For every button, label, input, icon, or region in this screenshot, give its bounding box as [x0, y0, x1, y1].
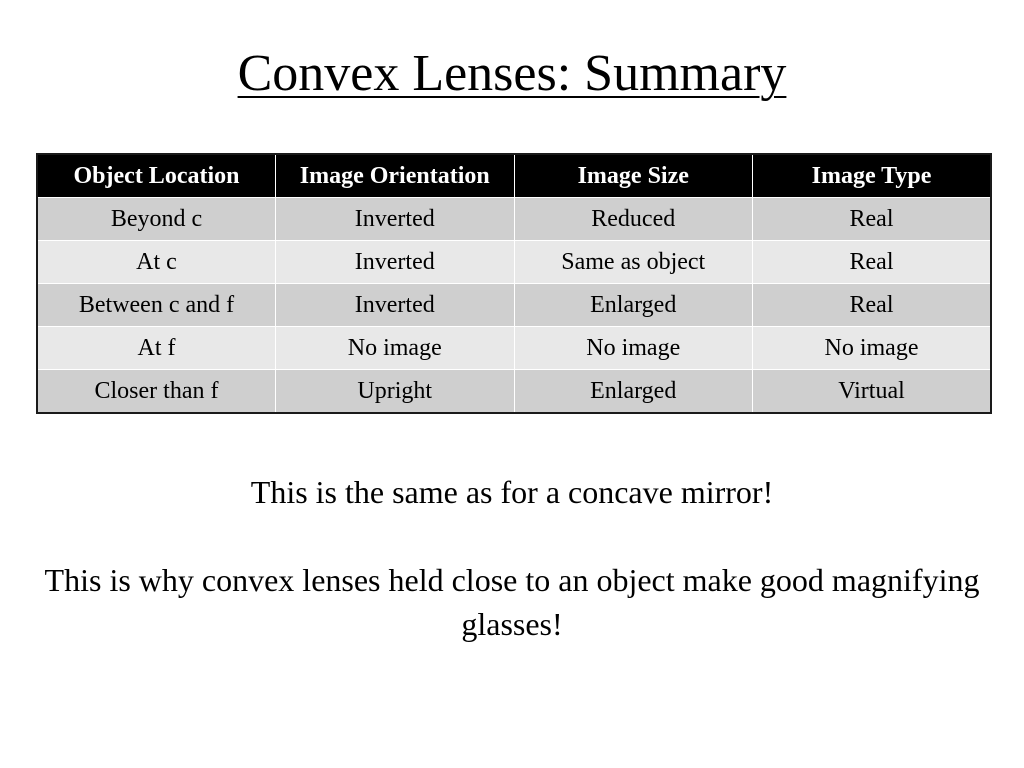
table-cell: Between c and f [37, 284, 276, 327]
table-cell: Real [753, 198, 992, 241]
table-cell: Inverted [276, 284, 515, 327]
table-cell: Inverted [276, 198, 515, 241]
table-cell: Beyond c [37, 198, 276, 241]
table-cell: Upright [276, 370, 515, 414]
header-row [37, 154, 991, 198]
table-cell: Virtual [753, 370, 992, 414]
table-cell: Reduced [514, 198, 753, 241]
table-row [37, 327, 991, 370]
table-header [37, 154, 991, 198]
header-cell-image-orientation: Image Orientation [276, 154, 515, 198]
table-cell: At c [37, 241, 276, 284]
summary-table [36, 153, 992, 414]
table-row [37, 370, 991, 414]
header-cell-image-size: Image Size [514, 154, 753, 198]
note-concave-mirror: This is the same as for a concave mirror! [250, 474, 774, 510]
table-cell: Same as object [514, 241, 753, 284]
table-body [37, 198, 991, 414]
header-cell-image-type: Image Type [753, 154, 992, 198]
slide-title: Convex Lenses: Summary [237, 45, 787, 102]
table-cell: At f [37, 327, 276, 370]
header-cell-object-location: Object Location [37, 154, 276, 198]
table-row [37, 241, 991, 284]
table-cell: Closer than f [37, 370, 276, 414]
table-cell: Inverted [276, 241, 515, 284]
table-cell: Real [753, 284, 992, 327]
table-cell: No image [514, 327, 753, 370]
table-cell: Real [753, 241, 992, 284]
table-row [37, 284, 991, 327]
table-row [37, 198, 991, 241]
table-cell: No image [276, 327, 515, 370]
note-magnifying-glasses: This is why convex lenses held close to an object make good magnifying glasses! [44, 562, 980, 642]
table-cell: Enlarged [514, 370, 753, 414]
table-cell: No image [753, 327, 992, 370]
table-cell: Enlarged [514, 284, 753, 327]
